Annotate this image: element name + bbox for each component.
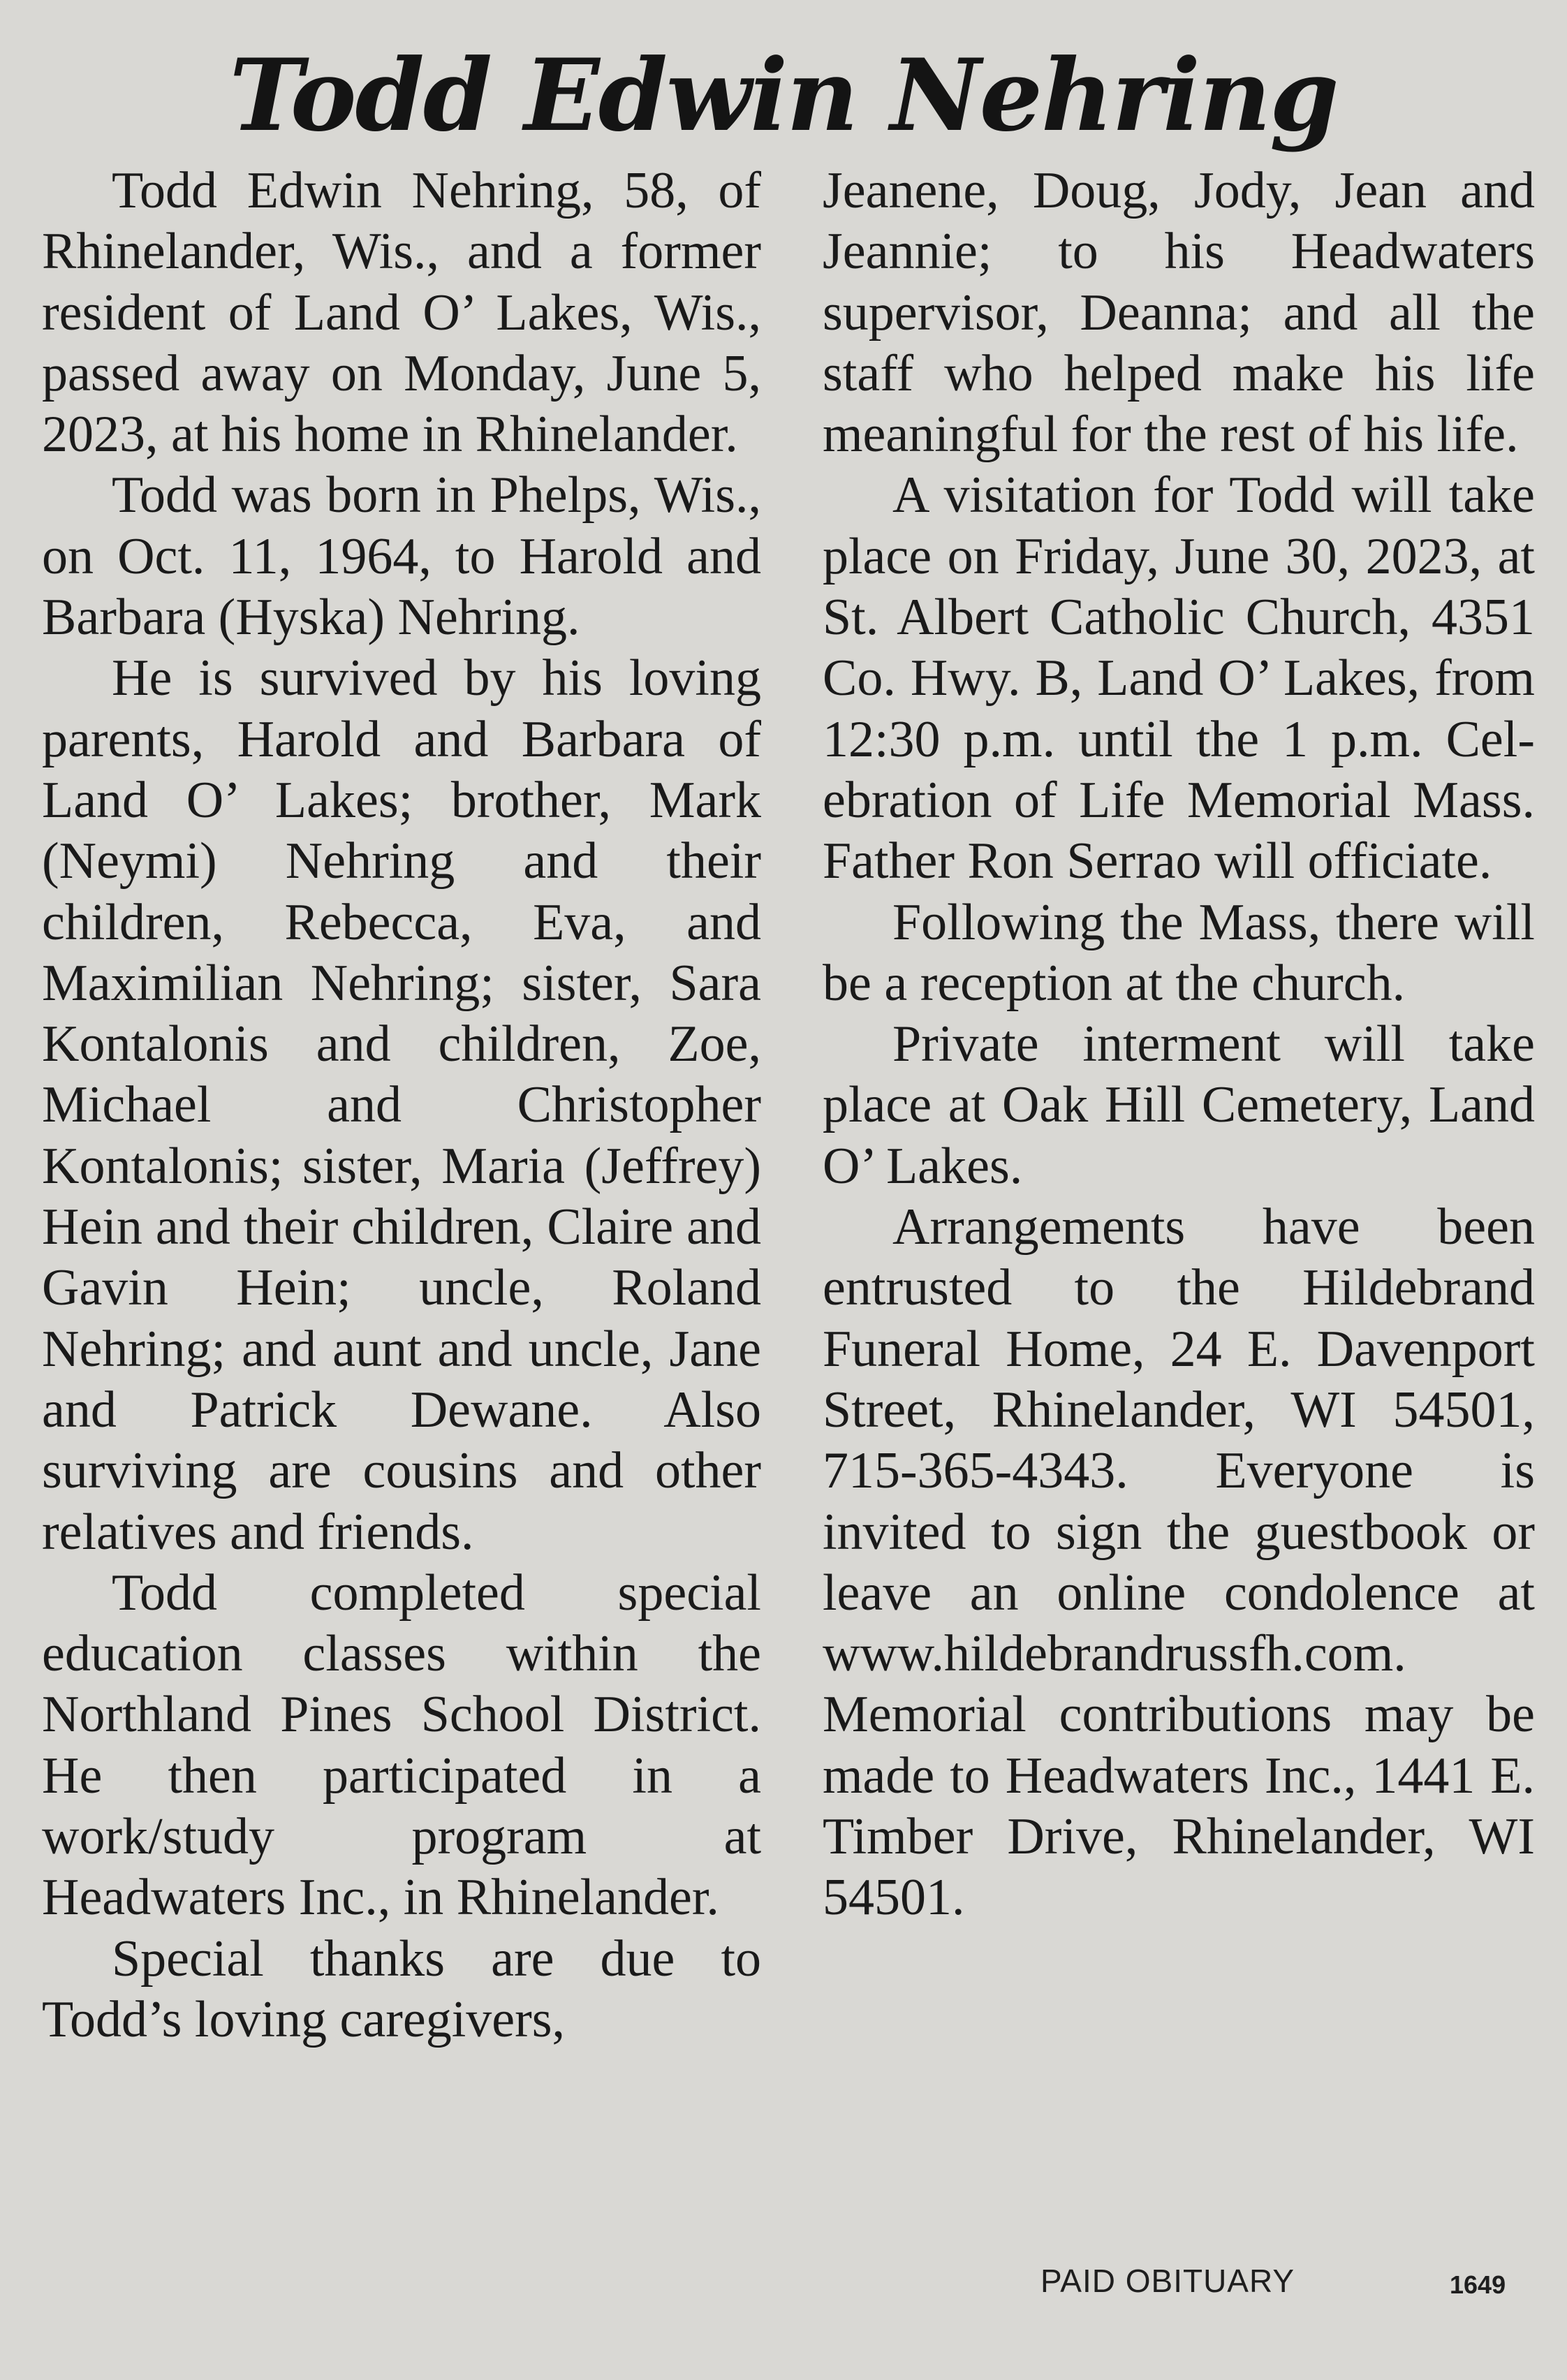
- paragraph-birth: Todd was born in Phelps, Wis., on Oct. 11, 1964, to Harold and Barbara (Hyska) Nehring.: [42, 467, 761, 647]
- left-column: [42, 161, 761, 2256]
- right-column: [823, 161, 1535, 2256]
- paragraph-death-notice: Todd Edwin Nehring, 58, of Rhinelander, Wis., and a former resident of Land O’ Lakes, Wis., passed away on Monday, June 5, 2023, at his home in Rhinelander.: [42, 162, 761, 464]
- paragraph-visitation: A visitation for Todd will take place on Friday, June 30, 2023, at St. Albert Catholic Church, 4351 Co. Hwy. B, Land O’ Lakes, from 12:30 p.m. until the 1 p.m. Celebration of Life Memorial Mass. Father Ron Serrao will officiate.: [823, 467, 1535, 890]
- paragraph-education: Todd completed special education classes within the Northland Pines School District. He then participated in a work/study program at Headwaters Inc., in Rhinelander.: [42, 1564, 761, 1927]
- paragraph-survivors: He is survived by his loving parents, Harold and Barbara of Land O’ Lakes; brother, Mark (Neymi) Nehring and their children, Rebecca, Eva, and Maximilian Nehring; sister, Sara Kontalonis and children, Zoe, Michael and Christopher Kontalonis; sister, Maria (Jeffrey) Hein and their children, Claire and Gavin Hein; uncle, Roland Nehring; and aunt and uncle, Jane and Patrick Dewane. Also surviving are cousins and other relatives and friends.: [42, 649, 761, 1561]
- paid-obituary-label: PAID OBITUARY: [1040, 2263, 1295, 2299]
- obituary-title: Todd Edwin Nehring: [229, 38, 1338, 154]
- obituary-code: 1649: [1450, 2270, 1506, 2299]
- paragraph-reception: Following the Mass, there will be a reception at the church.: [823, 893, 1535, 1012]
- paragraph-arrangements: Arrangements have been entrusted to the Hildebrand Funeral Home, 24 E. Davenport Street, Rhinelander, WI 54501, 715-365-4343. Everyone is invited to sign the guestbook or leave an online condolence at www.hildebrandrussfh.com. Memorial contributions may be made to Headwaters Inc., 1441 E. Timber Drive, Rhinelander, WI 54501.: [823, 1198, 1535, 1927]
- paragraph-thanks-continued: Jeanene, Doug, Jody, Jean and Jeannie; to his Headwaters supervisor, Deanna; and all the staff who helped make his life meaningful for the rest of his life.: [823, 162, 1535, 464]
- paragraph-thanks-start: Special thanks are due to Todd’s loving caregivers,: [42, 1930, 761, 2048]
- paragraph-interment: Private interment will take place at Oak Hill Cemetery, Land O’ Lakes.: [823, 1015, 1535, 1195]
